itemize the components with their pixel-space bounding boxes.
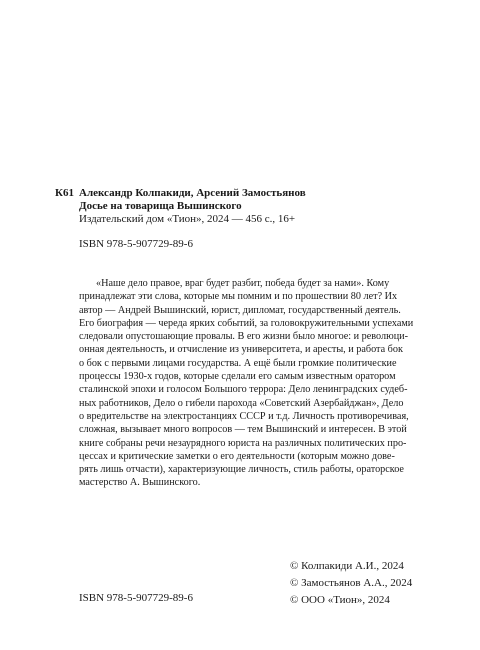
annotation-line: принадлежат эти слова, которые мы помним и по прошествии 80 лет? Их bbox=[79, 291, 398, 303]
copyright-line: © Замостьянов А.А., 2024 bbox=[290, 577, 413, 589]
annotation bbox=[79, 277, 422, 490]
catalog-code: К61 bbox=[55, 187, 74, 199]
copyright-line: © Колпакиди А.И., 2024 bbox=[290, 560, 404, 572]
annotation-line: Его биография — череда ярких событий, за головокружительными успехами bbox=[79, 317, 414, 329]
annotation-line: мастерство А. Вышинского. bbox=[79, 477, 201, 489]
catalog-entry bbox=[55, 187, 435, 226]
annotation-line: цессах и критические заметки о его деятельности (которым можно дове- bbox=[79, 450, 395, 462]
annotation-line: автор — Андрей Вышинский, юрист, дипломат, государственный деятель. bbox=[79, 304, 401, 316]
annotation-line: книге собраны речи незаурядного юриста на различных политических про- bbox=[79, 437, 407, 449]
copyright-line: © ООО «Тион», 2024 bbox=[290, 594, 390, 606]
annotation-line: «Наше дело правое, враг будет разбит, победа будет за нами». Кому bbox=[96, 278, 390, 289]
isbn-bottom: ISBN 978-5-907729-89-6 bbox=[79, 592, 193, 604]
isbn-top: ISBN 978-5-907729-89-6 bbox=[79, 238, 193, 250]
annotation-line: сложная, вызывает много вопросов — тем Вышинский и интересен. В этой bbox=[79, 424, 407, 436]
annotation-line: онная деятельность, и отчисление из университета, и аресты, и работа бок bbox=[79, 344, 403, 356]
copyright-block bbox=[290, 558, 412, 609]
annotation-line: ных работников, Дело о гибели парохода «Советский Азербайджан», Дело bbox=[79, 397, 404, 409]
book-authors: Александр Колпакиди, Арсений Замостьянов bbox=[79, 187, 306, 199]
book-title: Досье на товарища Вышинского bbox=[79, 200, 242, 212]
publisher-line: Издательский дом «Тион», 2024 — 456 с., 16+ bbox=[79, 213, 296, 225]
annotation-line: сталинской эпохи и голосом Большого террора: Дело ленинградских судеб- bbox=[79, 384, 408, 396]
annotation-line: процессы 1930-х годов, которые сделали его самым известным оратором bbox=[79, 371, 396, 383]
annotation-line: следовали опустошающие провалы. В его жизни было многое: и революци- bbox=[79, 331, 408, 343]
annotation-line: рять лишь отчасти), характеризующие личность, стиль работы, ораторское bbox=[79, 464, 404, 476]
annotation-line: о бок с первыми лицами государства. А ещё были громкие политические bbox=[79, 357, 397, 369]
annotation-line: о вредительстве на электростанциях СССР и т.д. Личность противоречивая, bbox=[79, 410, 409, 422]
